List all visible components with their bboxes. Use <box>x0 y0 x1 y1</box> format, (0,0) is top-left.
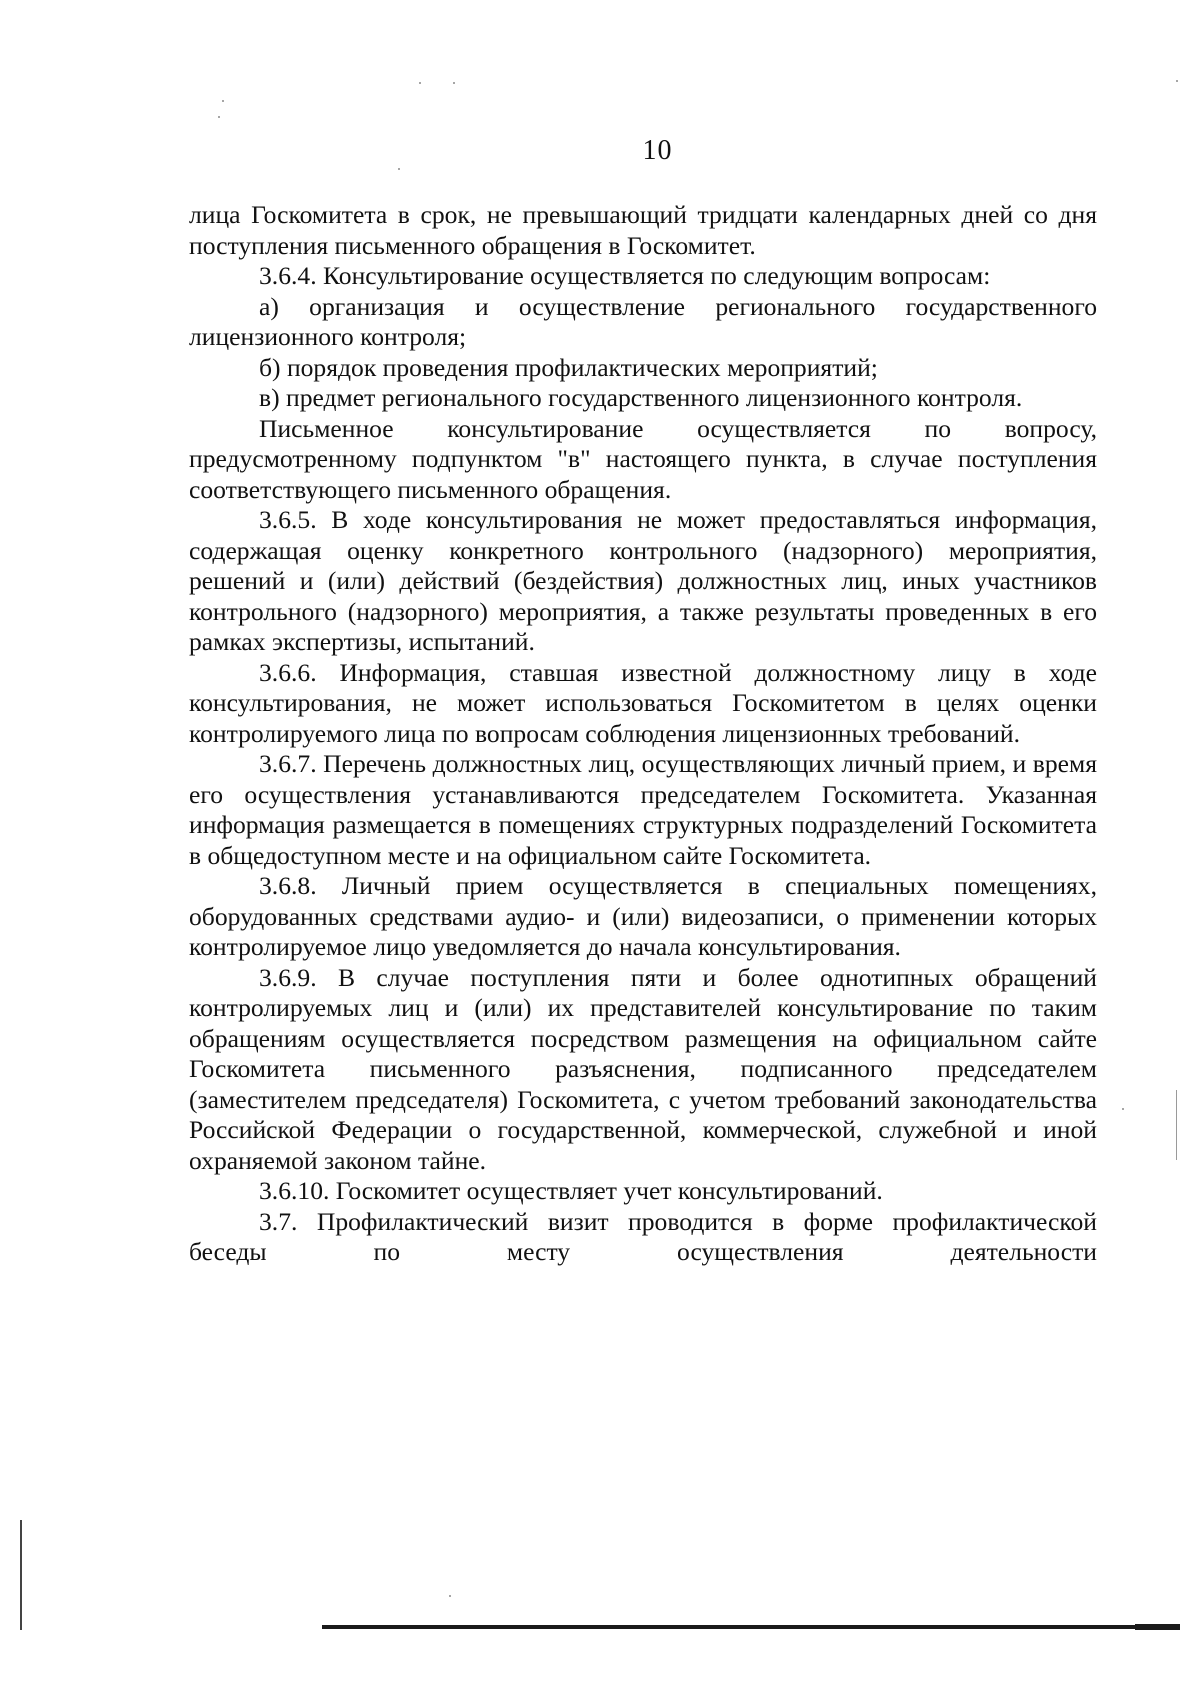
paragraph: лица Госкомитета в срок, не превышающий тридцати календарных дней со дня поступления письменного обращения в Госкомитет. <box>189 200 1097 260</box>
scan-speck <box>453 82 455 84</box>
scan-speck <box>1122 1108 1124 1110</box>
paragraph: в) предмет регионального государственного лицензионного контроля. <box>259 383 1023 412</box>
paragraph: а) организация и осуществление регионального государственного лицензионного контроля; <box>189 291 1097 351</box>
page-number: 10 <box>642 135 673 166</box>
paragraph: 3.6.10. Госкомитет осуществляет учет консультирований. <box>259 1176 883 1205</box>
paragraph: 3.6.4. Консультирование осуществляется по следующим вопросам: <box>259 261 991 290</box>
document-body <box>189 200 1097 1268</box>
scan-speck <box>398 168 400 170</box>
paragraph: б) порядок проведения профилактических мероприятий; <box>259 352 878 382</box>
scan-speck <box>222 100 224 102</box>
scan-speck <box>218 116 220 118</box>
scan-speck <box>449 1595 451 1597</box>
scan-margin-line-left <box>20 1520 22 1630</box>
paragraph: 3.6.5. В ходе консультирования не может предоставляться информация, содержащая оценку конкретного контрольного (надзорного) мероприятия, решений и (или) действий (бездействия) должностных лиц, иных участников контрольного (надзорного) мероприятия, а также результаты проведенных в его рамках экспертизы, испытаний. <box>189 505 1097 656</box>
paragraph: 3.6.7. Перечень должностных лиц, осуществляющих личный прием, и время его осуществления устанавливаются председателем Госкомитета. Указанная информация размещается в помещениях структурных подразделений Госкомитета в общедоступном месте и на официальном сайте Госкомитета. <box>189 749 1097 870</box>
scan-speck <box>1176 80 1178 82</box>
paragraph: 3.6.8. Личный прием осуществляется в специальных помещениях, оборудованных средствами аудио- и (или) видеозаписи, о применении которых контролируемое лицо уведомляется до начала консультирования. <box>189 871 1097 961</box>
scan-speck <box>419 82 421 84</box>
footer-rule <box>322 1625 1180 1629</box>
paragraph: 3.6.9. В случае поступления пяти и более однотипных обращений контролируемых лиц и (или) их представителей консультирование по таким обращениям осуществляется посредством размещения на официальном сайте Госкомитета письменного разъяснения, подписанного председателем (заместителем председателя) Госкомитета, с учетом требований законодательства Российской Федерации о государственной, коммерческой, служебной и иной охраняемой законом тайне. <box>189 962 1097 1175</box>
scan-margin-line-right <box>1176 1090 1177 1160</box>
paragraph: Письменное консультирование осуществляется по вопросу, предусмотренному подпунктом "в" настоящего пункта, в случае поступления соответствующего письменного обращения. <box>189 413 1097 504</box>
paragraph: 3.6.6. Информация, ставшая известной должностному лицу в ходе консультирования, не может использоваться Госкомитетом в целях оценки контролируемого лица по вопросам соблюдения лицензионных требований. <box>189 657 1097 748</box>
paragraph: 3.7. Профилактический визит проводится в форме профилактической беседы по месту осуществления деятельности <box>189 1206 1097 1266</box>
